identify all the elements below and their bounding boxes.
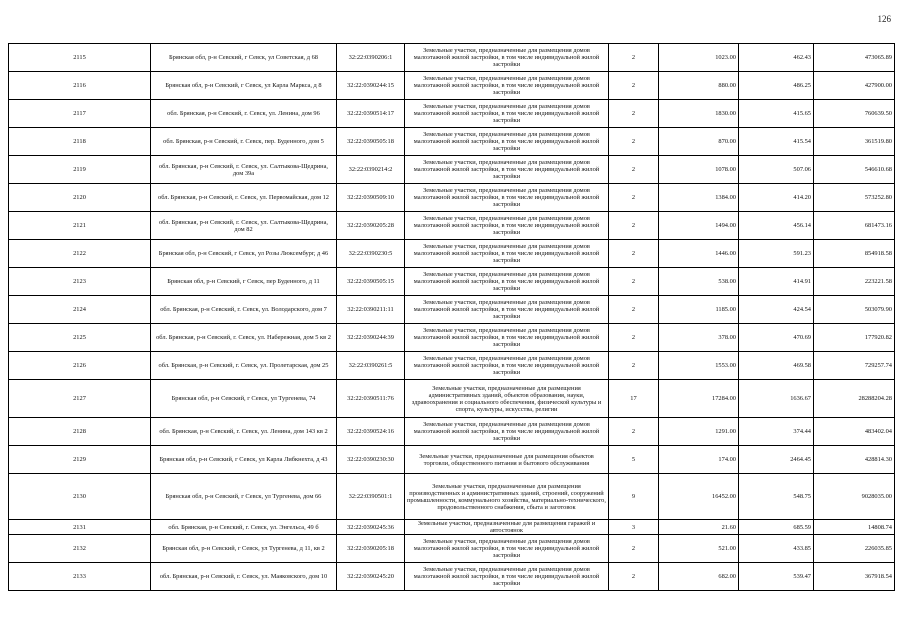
table-row (9, 352, 895, 380)
area-cell: 870.00 (659, 128, 739, 156)
area-cell: 1185.00 (659, 296, 739, 324)
cadastral-number-cell: 32:22:0390206:1 (337, 44, 405, 72)
specific-value-cell: 685.59 (739, 520, 814, 535)
cadastral-value-cell: 428814.30 (814, 446, 895, 474)
table-row (9, 184, 895, 212)
area-cell: 16452.00 (659, 474, 739, 520)
table-row (9, 128, 895, 156)
group-code-cell: 2 (609, 128, 659, 156)
cadastral-number-cell: 32:22:0390245:20 (337, 563, 405, 591)
group-code-cell: 17 (609, 380, 659, 418)
specific-value-cell: 415.65 (739, 100, 814, 128)
table-row (9, 212, 895, 240)
land-use-cell: Земельные участки, предназначенные для размещения домов малоэтажной жилой застройки, в том числе индивидуальной жилой застройки (405, 352, 609, 380)
area-cell: 1553.00 (659, 352, 739, 380)
cadastral-value-cell: 503079.90 (814, 296, 895, 324)
specific-value-cell: 486.25 (739, 72, 814, 100)
table-row (9, 156, 895, 184)
land-use-cell: Земельные участки, предназначенные для размещения производственных и административных зданий, строений, сооружений промышленности, коммунального хозяйства, материально-технического, продовольственного снабжения, сбыта и заготовок (405, 474, 609, 520)
address-cell: Брянская обл, р-н Севский, г Севск, ул Карла Либкнехта, д 43 (151, 446, 337, 474)
row-number: 2123 (9, 268, 151, 296)
cadastral-number-cell: 32:22:0390205:28 (337, 212, 405, 240)
cadastral-number-cell: 32:22:0390214:2 (337, 156, 405, 184)
land-use-cell: Земельные участки, предназначенные для размещения домов малоэтажной жилой застройки, в том числе индивидуальной жилой застройки (405, 156, 609, 184)
land-use-cell: Земельные участки, предназначенные для размещения домов малоэтажной жилой застройки, в том числе индивидуальной жилой застройки (405, 100, 609, 128)
page-number: 126 (877, 14, 891, 24)
table-row (9, 563, 895, 591)
row-number: 2130 (9, 474, 151, 520)
row-number: 2117 (9, 100, 151, 128)
row-number: 2122 (9, 240, 151, 268)
cadastral-value-cell: 483402.04 (814, 418, 895, 446)
group-code-cell: 2 (609, 418, 659, 446)
cadastral-value-cell: 14808.74 (814, 520, 895, 535)
cadastral-value-cell: 226035.85 (814, 535, 895, 563)
cadastral-value-cell: 681473.16 (814, 212, 895, 240)
group-code-cell: 2 (609, 212, 659, 240)
row-number: 2115 (9, 44, 151, 72)
specific-value-cell: 470.69 (739, 324, 814, 352)
address-cell: Брянская обл, р-н Севский, г Севск, ул Розы Люксембург, д 46 (151, 240, 337, 268)
row-number: 2128 (9, 418, 151, 446)
land-use-cell: Земельные участки, предназначенные для размещения домов малоэтажной жилой застройки, в том числе индивидуальной жилой застройки (405, 184, 609, 212)
cadastral-number-cell: 32:22:0390244:15 (337, 72, 405, 100)
row-number: 2133 (9, 563, 151, 591)
cadastral-number-cell: 32:22:0390230:5 (337, 240, 405, 268)
specific-value-cell: 462.43 (739, 44, 814, 72)
table-row (9, 100, 895, 128)
address-cell: обл. Брянская, р-н Севский, г. Севск, ул. Пролетарская, дом 25 (151, 352, 337, 380)
group-code-cell: 2 (609, 324, 659, 352)
registry-rows (9, 44, 895, 591)
cadastral-value-cell: 573252.80 (814, 184, 895, 212)
table-row (9, 418, 895, 446)
land-use-cell: Земельные участки, предназначенные для размещения домов малоэтажной жилой застройки, в том числе индивидуальной жилой застройки (405, 72, 609, 100)
group-code-cell: 2 (609, 156, 659, 184)
address-cell: Брянская обл, р-н Севский, г Севск, ул Тургенева, дом 66 (151, 474, 337, 520)
row-number: 2125 (9, 324, 151, 352)
row-number: 2118 (9, 128, 151, 156)
address-cell: Брянская обл, р-н Севский, г Севск, ул Тургенева, 74 (151, 380, 337, 418)
address-cell: обл. Брянская, р-н Севский, г. Севск, ул. Салтыкова-Щедрина, дом 82 (151, 212, 337, 240)
table-row (9, 240, 895, 268)
area-cell: 1830.00 (659, 100, 739, 128)
cadastral-value-cell: 473065.89 (814, 44, 895, 72)
row-number: 2126 (9, 352, 151, 380)
area-cell: 174.00 (659, 446, 739, 474)
address-cell: обл. Брянская, р-н Севский, г. Севск, ул. Первомайская, дом 12 (151, 184, 337, 212)
address-cell: Брянская обл, р-н Севский, г Севск, ул Тургенева, д 11, кв 2 (151, 535, 337, 563)
area-cell: 1384.00 (659, 184, 739, 212)
table-row (9, 296, 895, 324)
cadastral-value-cell: 854918.58 (814, 240, 895, 268)
address-cell: обл. Брянская, р-н Севский, г. Севск, ул. Володарского, дом 7 (151, 296, 337, 324)
group-code-cell: 3 (609, 520, 659, 535)
table-row (9, 474, 895, 520)
table-row (9, 535, 895, 563)
row-number: 2131 (9, 520, 151, 535)
row-number: 2127 (9, 380, 151, 418)
group-code-cell: 2 (609, 352, 659, 380)
address-cell: обл. Брянская, р-н Севский, г. Севск, ул. Маяковского, дом 10 (151, 563, 337, 591)
group-code-cell: 2 (609, 268, 659, 296)
land-use-cell: Земельные участки, предназначенные для размещения домов малоэтажной жилой застройки, в том числе индивидуальной жилой застройки (405, 212, 609, 240)
address-cell: обл. Брянская, р-н Севский, г. Севск, ул. Ленина, дом 96 (151, 100, 337, 128)
specific-value-cell: 414.20 (739, 184, 814, 212)
land-use-cell: Земельные участки, предназначенные для размещения домов малоэтажной жилой застройки, в том числе индивидуальной жилой застройки (405, 128, 609, 156)
specific-value-cell: 415.54 (739, 128, 814, 156)
land-use-cell: Земельные участки, предназначенные для размещения домов малоэтажной жилой застройки, в том числе индивидуальной жилой застройки (405, 240, 609, 268)
specific-value-cell: 548.75 (739, 474, 814, 520)
group-code-cell: 2 (609, 184, 659, 212)
cadastral-number-cell: 32:22:0390505:15 (337, 268, 405, 296)
cadastral-value-cell: 9028035.00 (814, 474, 895, 520)
cadastral-number-cell: 32:22:0390505:18 (337, 128, 405, 156)
row-number: 2129 (9, 446, 151, 474)
land-use-cell: Земельные участки, предназначенные для размещения домов малоэтажной жилой застройки, в том числе индивидуальной жилой застройки (405, 44, 609, 72)
address-cell: Брянская обл, р-н Севский, г Севск, пер Буденного, д 11 (151, 268, 337, 296)
cadastral-number-cell: 32:22:0390501:1 (337, 474, 405, 520)
land-use-cell: Земельные участки, предназначенные для размещения домов малоэтажной жилой застройки, в том числе индивидуальной жилой застройки (405, 296, 609, 324)
table-row (9, 446, 895, 474)
cadastral-number-cell: 32:22:0390511:76 (337, 380, 405, 418)
cadastral-value-cell: 760639.50 (814, 100, 895, 128)
cadastral-value-cell: 223221.58 (814, 268, 895, 296)
specific-value-cell: 2464.45 (739, 446, 814, 474)
address-cell: обл. Брянская, р-н Севский, г. Севск, ул. Ленина, дом 143 кв 2 (151, 418, 337, 446)
group-code-cell: 2 (609, 563, 659, 591)
area-cell: 1023.00 (659, 44, 739, 72)
area-cell: 682.00 (659, 563, 739, 591)
area-cell: 1078.00 (659, 156, 739, 184)
cadastral-number-cell: 32:22:0390230:30 (337, 446, 405, 474)
cadastral-value-cell: 367918.54 (814, 563, 895, 591)
land-use-cell: Земельные участки, предназначенные для размещения домов малоэтажной жилой застройки, в том числе индивидуальной жилой застройки (405, 535, 609, 563)
area-cell: 1494.00 (659, 212, 739, 240)
area-cell: 880.00 (659, 72, 739, 100)
row-number: 2132 (9, 535, 151, 563)
area-cell: 21.60 (659, 520, 739, 535)
cadastral-number-cell: 32:22:0390205:18 (337, 535, 405, 563)
row-number: 2116 (9, 72, 151, 100)
row-number: 2119 (9, 156, 151, 184)
specific-value-cell: 456.14 (739, 212, 814, 240)
land-use-cell: Земельные участки, предназначенные для размещения административных зданий, объектов образования, науки, здравоохранения и социального обеспечения, физической культуры и спорта, культуры, искусства, религии (405, 380, 609, 418)
cadastral-number-cell: 32:22:0390245:36 (337, 520, 405, 535)
group-code-cell: 2 (609, 535, 659, 563)
area-cell: 17284.00 (659, 380, 739, 418)
specific-value-cell: 591.23 (739, 240, 814, 268)
area-cell: 521.00 (659, 535, 739, 563)
cadastral-value-cell: 427900.00 (814, 72, 895, 100)
table-row (9, 44, 895, 72)
address-cell: обл. Брянская, р-н Севский, г. Севск, ул. Набережная, дом 5 кв 2 (151, 324, 337, 352)
group-code-cell: 2 (609, 240, 659, 268)
table-row (9, 380, 895, 418)
specific-value-cell: 424.54 (739, 296, 814, 324)
cadastral-value-cell: 177920.82 (814, 324, 895, 352)
table-row (9, 324, 895, 352)
land-use-cell: Земельные участки, предназначенные для размещения гаражей и автостоянок (405, 520, 609, 535)
cadastral-value-cell: 361519.80 (814, 128, 895, 156)
row-number: 2124 (9, 296, 151, 324)
area-cell: 378.00 (659, 324, 739, 352)
specific-value-cell: 469.58 (739, 352, 814, 380)
group-code-cell: 2 (609, 296, 659, 324)
area-cell: 1446.00 (659, 240, 739, 268)
land-use-cell: Земельные участки, предназначенные для размещения домов малоэтажной жилой застройки, в том числе индивидуальной жилой застройки (405, 268, 609, 296)
specific-value-cell: 433.85 (739, 535, 814, 563)
specific-value-cell: 1636.67 (739, 380, 814, 418)
group-code-cell: 2 (609, 100, 659, 128)
cadastral-number-cell: 32:22:0390261:5 (337, 352, 405, 380)
cadastral-value-cell: 729257.74 (814, 352, 895, 380)
address-cell: обл. Брянская, р-н Севский, г. Севск, пер. Буденного, дом 5 (151, 128, 337, 156)
address-cell: обл. Брянская, р-н Севский, г. Севск, ул. Салтыкова-Щедрина, дом 39а (151, 156, 337, 184)
specific-value-cell: 539.47 (739, 563, 814, 591)
cadastral-number-cell: 32:22:0390211:11 (337, 296, 405, 324)
group-code-cell: 2 (609, 72, 659, 100)
land-use-cell: Земельные участки, предназначенные для размещения домов малоэтажной жилой застройки, в том числе индивидуальной жилой застройки (405, 324, 609, 352)
specific-value-cell: 374.44 (739, 418, 814, 446)
cadastral-value-cell: 28288204.28 (814, 380, 895, 418)
area-cell: 1291.00 (659, 418, 739, 446)
cadastral-number-cell: 32:22:0390509:10 (337, 184, 405, 212)
address-cell: Брянская обл, р-н Севский, г Севск, ул Советская, д 68 (151, 44, 337, 72)
group-code-cell: 2 (609, 44, 659, 72)
land-use-cell: Земельные участки, предназначенные для размещения объектов торговли, общественного питания и бытового обслуживания (405, 446, 609, 474)
group-code-cell: 9 (609, 474, 659, 520)
table-row (9, 520, 895, 535)
land-use-cell: Земельные участки, предназначенные для размещения домов малоэтажной жилой застройки, в том числе индивидуальной жилой застройки (405, 563, 609, 591)
address-cell: Брянская обл, р-н Севский, г Севск, ул Карла Маркса, д 8 (151, 72, 337, 100)
cadastral-number-cell: 32:22:0390244:39 (337, 324, 405, 352)
cadastral-value-cell: 546610.68 (814, 156, 895, 184)
specific-value-cell: 507.06 (739, 156, 814, 184)
row-number: 2120 (9, 184, 151, 212)
cadastral-number-cell: 32:22:0390514:17 (337, 100, 405, 128)
address-cell: обл. Брянская, р-н Севский, г. Севск, ул. Энгельса, 49 б (151, 520, 337, 535)
table-row (9, 72, 895, 100)
area-cell: 538.00 (659, 268, 739, 296)
table-row (9, 268, 895, 296)
specific-value-cell: 414.91 (739, 268, 814, 296)
row-number: 2121 (9, 212, 151, 240)
cadastral-registry-table (8, 43, 895, 591)
land-use-cell: Земельные участки, предназначенные для размещения домов малоэтажной жилой застройки, в том числе индивидуальной жилой застройки (405, 418, 609, 446)
cadastral-number-cell: 32:22:0390524:16 (337, 418, 405, 446)
group-code-cell: 5 (609, 446, 659, 474)
